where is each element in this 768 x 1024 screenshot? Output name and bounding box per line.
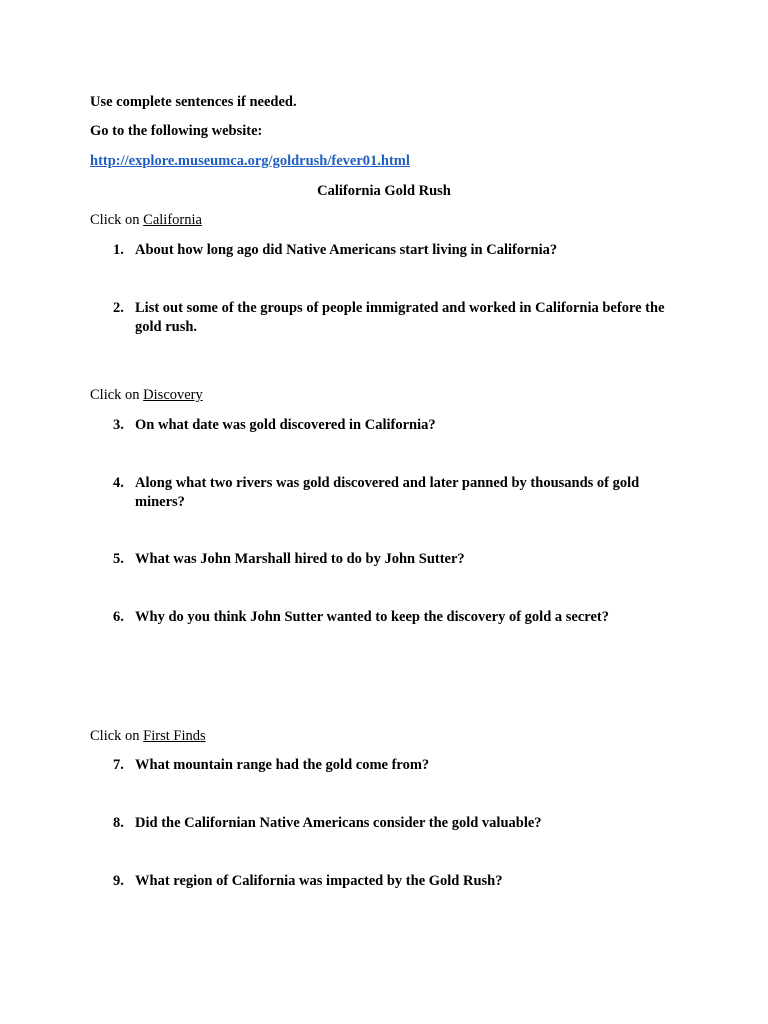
question-number: 5. <box>113 551 124 567</box>
question-text: What was John Marshall hired to do by John Sutter? <box>135 551 465 567</box>
question-text: What region of California was impacted by the Gold Rush? <box>135 873 503 889</box>
website-link[interactable]: http://explore.museumca.org/goldrush/fever01.html <box>90 153 410 169</box>
click-on-label: Click on <box>90 387 144 403</box>
question-text: Along what two rivers was gold discovered and later panned by thousands of gold miners? <box>135 475 640 510</box>
california-link[interactable]: California <box>143 212 202 228</box>
question-text: On what date was gold discovered in California? <box>135 417 436 433</box>
section-heading-discovery <box>90 386 203 404</box>
question-number: 8. <box>113 815 124 831</box>
question-number: 1. <box>113 242 124 258</box>
question-number: 9. <box>113 873 124 889</box>
click-on-label: Click on <box>90 212 144 228</box>
first-finds-link[interactable]: First Finds <box>143 728 206 744</box>
question-number: 6. <box>113 609 124 625</box>
question-number: 4. <box>113 475 124 491</box>
instruction-complete-sentences: Use complete sentences if needed. <box>90 94 297 110</box>
question-number: 2. <box>113 300 124 316</box>
section-heading-california <box>90 211 202 229</box>
section-heading-first-finds <box>90 727 206 745</box>
question-text: Why do you think John Sutter wanted to keep the discovery of gold a secret? <box>135 609 609 625</box>
page-title: California Gold Rush <box>317 183 451 199</box>
question-number: 3. <box>113 417 124 433</box>
question-text: What mountain range had the gold come from? <box>135 757 430 773</box>
question-text: About how long ago did Native Americans start living in California? <box>135 242 558 258</box>
question-text: List out some of the groups of people immigrated and worked in California before the gold rush. <box>135 300 665 335</box>
instruction-go-to-website: Go to the following website: <box>90 123 263 139</box>
discovery-link[interactable]: Discovery <box>143 387 203 403</box>
question-text: Did the Californian Native Americans consider the gold valuable? <box>135 815 542 831</box>
click-on-label: Click on <box>90 728 144 744</box>
question-number: 7. <box>113 757 124 773</box>
